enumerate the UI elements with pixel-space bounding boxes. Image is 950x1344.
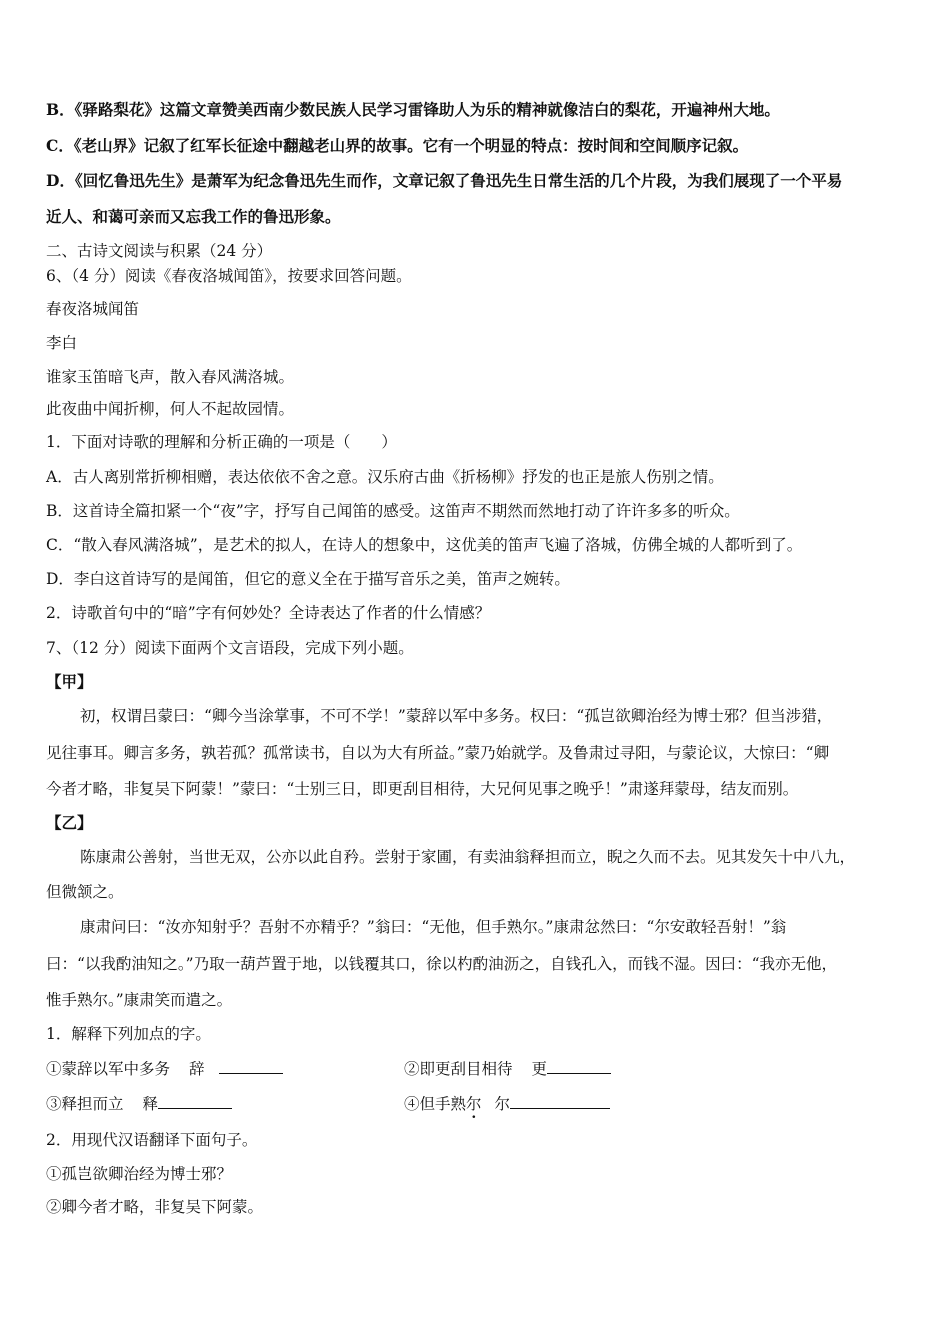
option-c-prev: C．《老山界》记叙了红军长征途中翻越老山界的故事。它有一个明显的特点：按时间和空间顺序记叙。 (46, 136, 749, 155)
vocab-item-4-blank[interactable] (510, 1092, 610, 1109)
q7-sub1: 1．解释下列加点的字。 (46, 1025, 211, 1043)
poem-title: 春夜洛城闻笛 (46, 300, 140, 318)
passage-jia-line1: 初，权谓吕蒙曰：“卿今当涂掌事，不可不学！”蒙辞以军中多务。权曰：“孤岂欲卿治经为博士邪？但当涉猎， (80, 707, 833, 725)
vocab-item-2: ②即更刮目相待 (404, 1060, 513, 1078)
vocab-row-2 (46, 1092, 916, 1115)
vocab-item-4: ④但手熟 (404, 1095, 467, 1113)
q6-option-c: C．“散入春风满洛城”，是艺术的拟人，在诗人的想象中，这优美的笛声飞遍了洛城，仿佛全城的人都听到了。 (46, 536, 803, 554)
passage-yi-p2-line3: 惟手熟尔。”康肃笑而遣之。 (46, 991, 233, 1009)
translate-item-1: ①孤岂欲卿治经为博士邪？ (46, 1165, 233, 1183)
option-d-prev-line2: 近人、和蔼可亲而又忘我工作的鲁迅形象。 (46, 207, 341, 226)
poem-line-2: 此夜曲中闻折柳，何人不起故园情。 (46, 400, 295, 418)
q6-sub2: 2．诗歌首句中的“暗”字有何妙处？全诗表达了作者的什么情感？ (46, 604, 491, 622)
vocab-item-1: ①蒙辞以军中多务 (46, 1060, 171, 1078)
vocab-item-3-word: 释 (142, 1095, 158, 1113)
option-d-prev-line1: D．《回忆鲁迅先生》是萧军为纪念鲁迅先生而作，文章记叙了鲁迅先生日常生活的几个片段，为我们展现了一个平易 (46, 171, 843, 190)
vocab-item-2-word: 更 (531, 1060, 547, 1078)
q6-option-a: A．古人离别常折柳相赠，表达依依不舍之意。汉乐府古曲《折杨柳》抒发的也正是旅人伤别之情。 (46, 468, 724, 486)
translate-item-2: ②卿今者才略，非复吴下阿蒙。 (46, 1198, 264, 1216)
vocab-item-2-blank[interactable] (547, 1057, 611, 1074)
q7-prompt: 7、（12 分）阅读下面两个文言语段，完成下列小题。 (46, 639, 414, 657)
passage-yi-p1-line2: 但微颔之。 (46, 883, 124, 901)
passage-jia-line2: 见往事耳。卿言多务，孰若孤？孤常读书，自以为大有所益。”蒙乃始就学。及鲁肃过寻阳，与蒙论议，大惊曰：“卿 (46, 744, 830, 762)
passage-yi-label: 【乙】 (46, 813, 93, 832)
passage-jia-label: 【甲】 (46, 672, 93, 691)
vocab-row-1 (46, 1057, 916, 1080)
vocab-item-3: ③释担而立 (46, 1095, 124, 1113)
poem-author: 李白 (46, 334, 78, 352)
q6-sub1: 1．下面对诗歌的理解和分析正确的一项是（ ） (46, 433, 397, 451)
passage-yi-p1-line1: 陈康肃公善射，当世无双，公亦以此自矜。尝射于家圃，有卖油翁释担而立，睨之久而不去。见其发矢十中八九， (80, 848, 856, 866)
vocab-item-1-word: 辞 (188, 1060, 205, 1078)
poem-line-1: 谁家玉笛暗飞声，散入春风满洛城。 (46, 368, 295, 386)
q6-option-b: B．这首诗全篇扣紧一个“夜”字，抒写自己闻笛的感受。这笛声不期然而然地打动了许许多多的听众。 (46, 502, 740, 520)
section-heading: 二、古诗文阅读与积累（24 分） (46, 242, 273, 260)
vocab-item-4-group (404, 1092, 610, 1115)
passage-yi-p2-line2: 曰：“以我酌油知之。”乃取一葫芦置于地，以钱覆其口，徐以杓酌油沥之，自钱孔入，而钱不湿。因曰：“我亦无他， (46, 955, 838, 973)
q6-prompt: 6、（4 分）阅读《春夜洛城闻笛》，按要求回答问题。 (46, 267, 412, 285)
vocab-item-4-word: 尔 (494, 1095, 510, 1113)
vocab-item-3-blank[interactable] (158, 1092, 232, 1109)
vocab-item-4-dotted-char: 尔 (466, 1095, 482, 1113)
q7-sub2: 2．用现代汉语翻译下面句子。 (46, 1131, 258, 1149)
q6-option-d: D．李白这首诗写的是闻笛，但它的意义全在于描写音乐之美，笛声之婉转。 (46, 570, 570, 588)
vocab-item-2-group (404, 1057, 611, 1080)
vocab-item-1-blank[interactable] (219, 1057, 283, 1074)
passage-jia-line3: 今者才略，非复吴下阿蒙！”蒙曰：“士别三日，即更刮目相待，大兄何见事之晚乎！”肃遂拜蒙母，结友而别。 (46, 780, 799, 798)
passage-yi-p2-line1: 康肃问曰：“汝亦知射乎？吾射不亦精乎？”翁曰：“无他，但手熟尔。”康肃忿然曰：“尔安敢轻吾射！”翁 (80, 918, 787, 936)
option-b-prev: B．《驿路梨花》这篇文章赞美西南少数民族人民学习雷锋助人为乐的精神就像洁白的梨花，开遍神州大地。 (46, 100, 780, 119)
